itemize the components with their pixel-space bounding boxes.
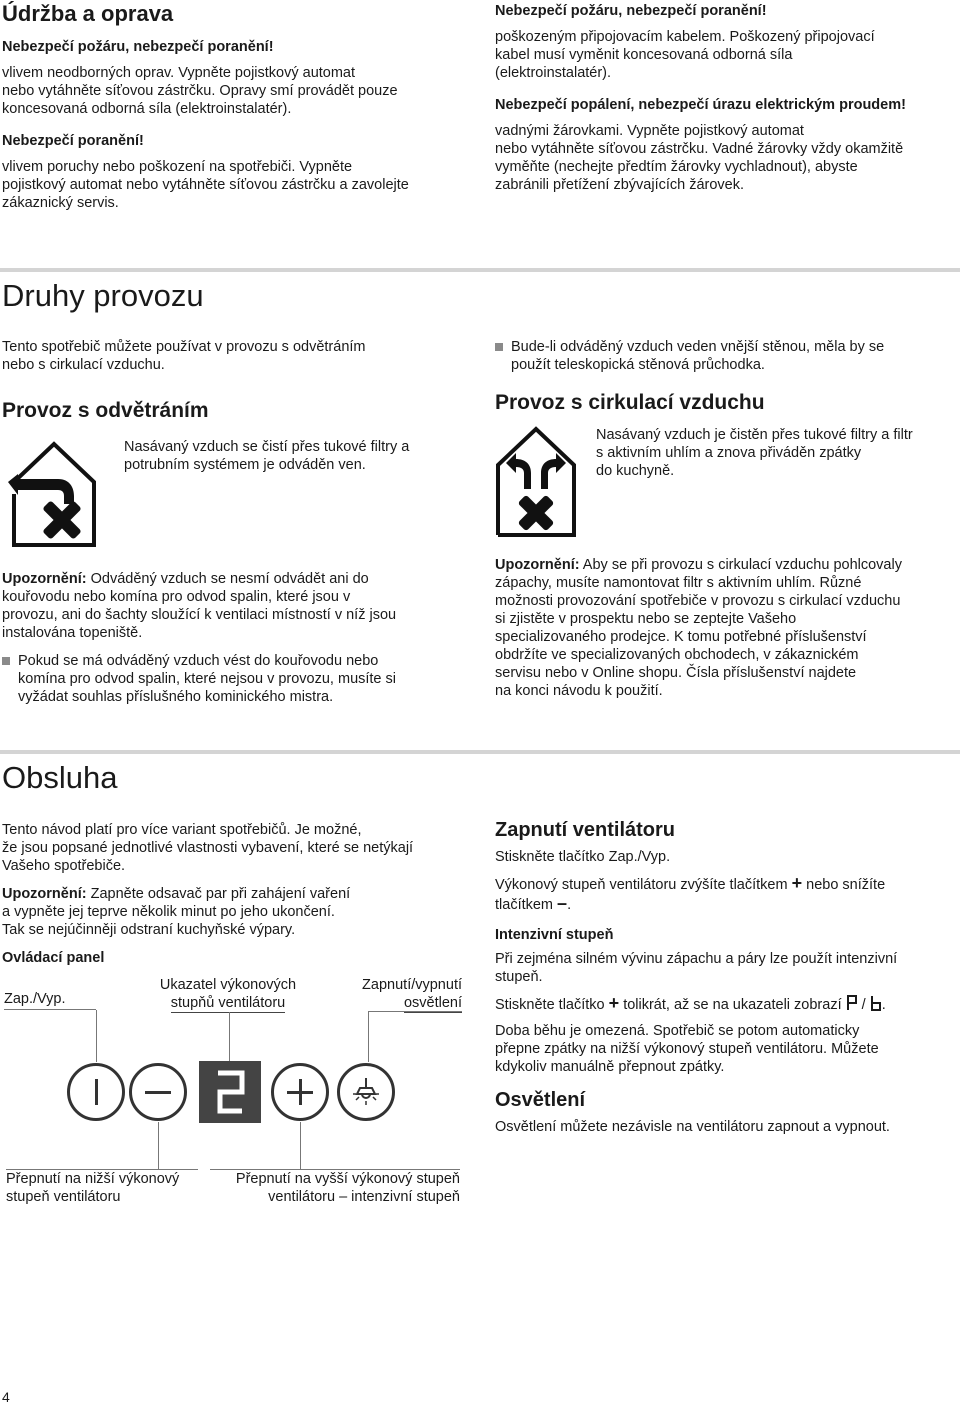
note-line: servisu nebo v Online shopu. Čísla příslušenství najdete <box>495 665 857 681</box>
note-line: zápachy, musíte namontovat filtr s aktivním uhlím. Různé <box>495 575 862 591</box>
recirculation-mode-icon <box>494 417 582 541</box>
note-line: kouřovodu nebo komína pro odvod spalin, které jsou v <box>2 589 351 605</box>
maintenance-right-column <box>495 2 955 194</box>
text-line: kdykoliv manuálně přepnout zpátky. <box>495 1059 725 1075</box>
bullet-line: použít teleskopická stěnová průchodka. <box>511 357 765 373</box>
note-line: Tak se nejúčinněji odstraní kuchyňské výpary. <box>2 922 296 938</box>
warning-text-line: pojistkový automat nebo vytáhněte síťovou zástrčku a zavolejte <box>2 177 409 193</box>
note-line <box>2 885 467 903</box>
note-text: Odváděný vzduch se nesmí odvádět ani do <box>86 571 369 587</box>
warning-text-line: vyměňte (nechejte předtím žárovky vychladnout), abyste <box>495 159 858 175</box>
page-number: 4 <box>2 1389 10 1405</box>
note-label: Upozornění: <box>2 571 87 587</box>
warning-heading: Nebezpečí požáru, nebezpečí poranění! <box>495 3 767 19</box>
note-line: a vypněte jej teprve několik minut po jeho ukončení. <box>2 904 335 920</box>
segment-p-icon <box>846 995 858 1011</box>
label-light-toggle <box>340 976 462 1012</box>
description-line: Nasávaný vzduch je čistěn přes tukové filtry a filtr <box>596 427 913 443</box>
text-fragment: Stiskněte tlačítko <box>495 997 605 1013</box>
warning-text-line: vlivem poruchy nebo poškození na spotřebiči. Vypněte <box>2 159 353 175</box>
recirculation-note <box>495 556 957 700</box>
note-line: si zjistěte v prospektu nebo se zeptejte Vašeho <box>495 611 797 627</box>
text-fragment: tlačítkem <box>495 897 554 913</box>
text-line: Doba běhu je omezená. Spotřebič se potom automaticky <box>495 1023 860 1039</box>
label-fan-lower <box>6 1170 202 1206</box>
note-text: Zapněte odsavač par při zahájení vaření <box>86 886 351 902</box>
subsection-title-recirculation: Provoz s cirkulací vzduchu <box>495 391 765 414</box>
minus-icon <box>145 1091 171 1094</box>
intro-line: Tento spotřebič můžete používat v provozu s odvětráním <box>2 339 366 355</box>
warning-text-line: zabránili přetížení zbývajících žárovek. <box>495 177 745 193</box>
label-on-off: Zap./Vyp. <box>4 990 66 1010</box>
light-button[interactable] <box>337 1063 395 1121</box>
leader-line <box>368 1011 462 1012</box>
note-line: obdržíte ve specializovaných obchodech, v zákaznickém <box>495 647 859 663</box>
label-fan-indicator <box>150 976 306 1012</box>
warning-heading: Nebezpečí popálení, nebezpečí úrazu elektrickým proudem! <box>495 97 906 113</box>
modes-intro <box>2 338 462 374</box>
leader-line <box>300 1122 301 1170</box>
warning-text-line: nebo vytáhněte síťovou zástrčku. Opravy smí provádět pouze <box>2 83 398 99</box>
note-line: instalována topeniště. <box>2 625 143 641</box>
text-fragment: . <box>567 897 572 913</box>
intro-line: Vašeho spotřebiče. <box>2 858 126 874</box>
text-line: Při zejména silném vývinu zápachu a páry lze použít intenzivní <box>495 951 898 967</box>
exhaust-description <box>124 438 464 474</box>
description-line: Nasávaný vzduch se čistí přes tukové filtry a <box>124 439 410 455</box>
section-divider <box>0 268 960 272</box>
description-line: potrubním systémem je odváděn ven. <box>124 457 366 473</box>
bullet-line: Pokud se má odváděný vzduch vést do kouřovodu nebo <box>18 653 379 669</box>
label-line: stupeň ventilátoru <box>6 1189 121 1205</box>
text-fragment: tolikrát, až se na ukazateli zobrazí <box>623 997 842 1013</box>
bullet-line: komína pro odvod spalin, které nejsou v provozu, musíte si <box>18 671 396 687</box>
label-text: osvětlení <box>403 995 462 1011</box>
section-title-operation: Obsluha <box>2 760 118 795</box>
bullet-line: Bude-li odváděný vzduch veden vnější stěnou, měla by se <box>511 339 885 355</box>
control-panel-title: Ovládací panel <box>2 950 105 966</box>
maintenance-left-column <box>2 38 462 212</box>
label-line: Zapnutí/vypnutí <box>362 977 462 993</box>
lamp-icon <box>346 1072 386 1112</box>
text-fragment: . <box>881 997 886 1013</box>
bullet-item <box>2 652 467 706</box>
intro-line: že jsou popsané jednotlivé vlastnosti vybavení, které se netýkají <box>2 840 414 856</box>
note-line: možnosti provozování spotřebiče v provozu s cirkulací vzduchu <box>495 593 901 609</box>
section-title-operating-modes: Druhy provozu <box>2 278 204 313</box>
subsection-title-light: Osvětlení <box>495 1089 586 1111</box>
fan-higher-button[interactable] <box>271 1063 329 1121</box>
warning-text-line: poškozeným připojovacím kabelem. Poškozený připojovací <box>495 29 875 45</box>
warning-text-line: koncesovaná odborná síla (elektroinstalatér). <box>2 101 292 117</box>
description-line: s aktivním uhlím a znova přiváděn zpátky <box>596 445 862 461</box>
text-line <box>495 994 957 1014</box>
label-line: Přepnutí na nižší výkonový <box>6 1171 180 1187</box>
warning-text-line: kabel musí vyměnit koncesovaná odborná síla <box>495 47 793 63</box>
intro-line: Tento návod platí pro více variant spotřebičů. Je možné, <box>2 822 362 838</box>
operation-right-column <box>495 818 957 1136</box>
section-title-maintenance: Údržba a oprava <box>2 1 174 26</box>
label-line <box>150 994 306 1012</box>
text-line: Osvětlení můžete nezávisle na ventilátoru zapnout a vypnout. <box>495 1119 890 1135</box>
exhaust-note <box>2 570 467 706</box>
bullet-item <box>495 338 955 374</box>
power-bar-icon <box>95 1079 98 1105</box>
label-line: Přepnutí na vyšší výkonový stupeň <box>235 1171 460 1187</box>
note-text: Aby se při provozu s cirkulací vzduchu pohlcovaly <box>579 557 902 573</box>
leader-line <box>368 1012 369 1062</box>
fan-lower-button[interactable] <box>129 1063 187 1121</box>
text-line: stupeň. <box>495 969 543 985</box>
warning-heading: Nebezpečí poranění! <box>2 133 144 149</box>
label-line <box>340 994 462 1012</box>
warning-text-line: vadnými žárovkami. Vypněte pojistkový automat <box>495 123 804 139</box>
note-line: provozu, ani do šachty sloužící k ventilaci místností v níž jsou <box>2 607 397 623</box>
text-line: Stiskněte tlačítko Zap./Vyp. <box>495 849 671 865</box>
label-text: stupňů ventilátoru <box>170 995 286 1011</box>
leader-line <box>4 1009 96 1010</box>
minus-symbol-icon: – <box>557 893 568 913</box>
warning-text-line: vlivem neodborných oprav. Vypněte pojistkový automat <box>2 65 356 81</box>
note-line <box>2 570 467 588</box>
warning-text-line: zákaznický servis. <box>2 195 119 211</box>
note-label: Upozornění: <box>495 557 580 573</box>
description-line: do kuchyně. <box>596 463 675 479</box>
text-line: přepne zpátky na nižší výkonový stupeň ventilátoru. Můžete <box>495 1041 879 1057</box>
leader-line <box>229 1012 230 1062</box>
section-divider <box>0 750 960 754</box>
on-off-button[interactable] <box>67 1063 125 1121</box>
note-label: Upozornění: <box>2 886 87 902</box>
intro-line: nebo s cirkulací vzduchu. <box>2 357 165 373</box>
plus-icon <box>299 1079 302 1105</box>
warning-heading: Nebezpečí požáru, nebezpečí poranění! <box>2 39 274 55</box>
plus-symbol-icon: + <box>791 873 803 893</box>
warning-text-line: nebo vytáhněte síťovou zástrčku. Vadné žárovky vždy okamžitě <box>495 141 904 157</box>
exhaust-mode-icon <box>2 432 100 552</box>
note-line <box>495 556 957 574</box>
plus-symbol-icon: + <box>608 993 620 1013</box>
text-fragment: nebo snížíte <box>806 877 886 893</box>
subsection-title-intensive: Intenzivní stupeň <box>495 927 614 943</box>
text-line <box>495 894 957 914</box>
text-fragment: / <box>861 997 866 1013</box>
operation-intro <box>2 821 467 967</box>
note-line: specializovaného prodejce. K tomu potřebné příslušenství <box>495 629 867 645</box>
fan-level-display <box>199 1061 261 1123</box>
modes-bullet <box>495 338 955 374</box>
note-line: na konci návodu k použití. <box>495 683 663 699</box>
label-fan-higher <box>206 1170 460 1206</box>
label-line: Ukazatel výkonových <box>159 977 297 993</box>
recirculation-description <box>596 426 958 480</box>
warning-text-line: (elektroinstalatér). <box>495 65 612 81</box>
seven-segment-digit <box>199 1061 261 1123</box>
text-line <box>495 874 957 894</box>
segment-b-icon <box>870 995 882 1011</box>
bullet-line: vyžádat souhlas příslušného kominického mistra. <box>18 689 334 705</box>
label-line: ventilátoru – intenzivní stupeň <box>268 1189 460 1205</box>
leader-line <box>158 1122 159 1170</box>
leader-line <box>96 1010 97 1062</box>
subsection-title-fan-on: Zapnutí ventilátoru <box>495 819 675 841</box>
subsection-title-exhaust: Provoz s odvětráním <box>2 399 209 422</box>
text-fragment: Výkonový stupeň ventilátoru zvýšíte tlačítkem <box>495 877 788 893</box>
